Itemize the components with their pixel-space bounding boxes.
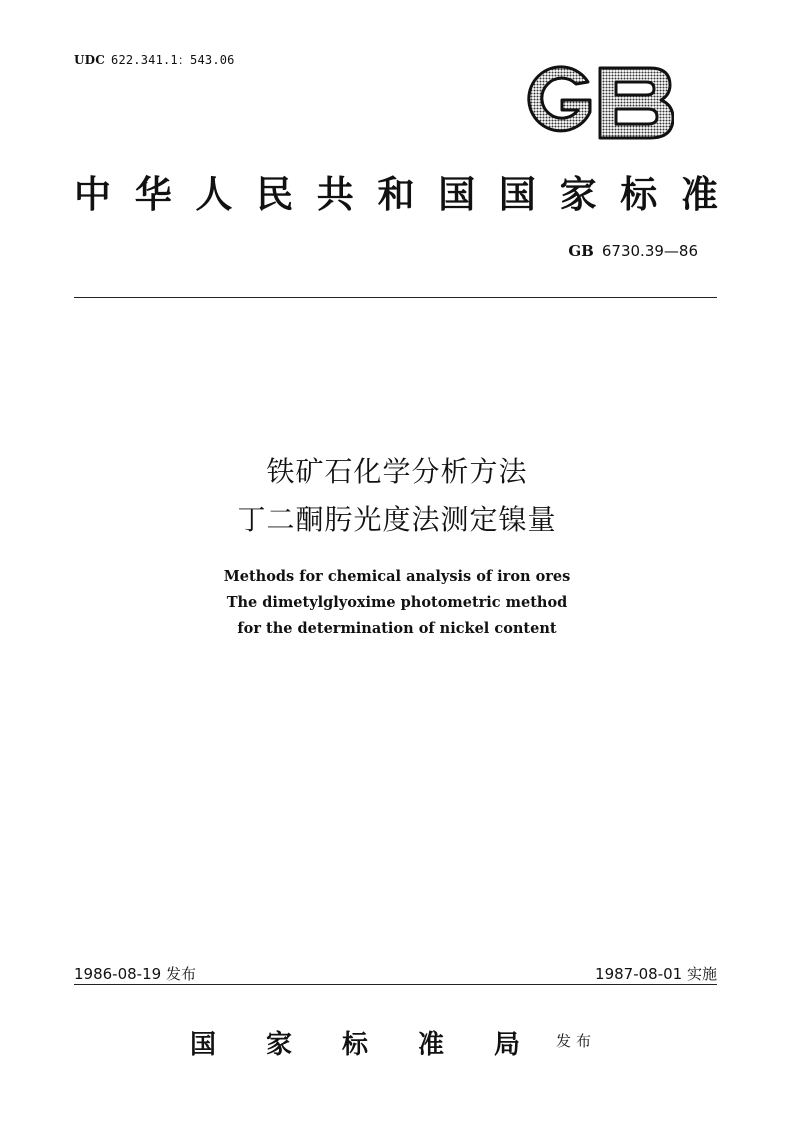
cn-title-line-1: 铁矿石化学分析方法 (266, 455, 528, 488)
udc-code: 622.341.1：543.06 (111, 53, 235, 67)
national-standard-heading: 中华人民共和国国家标准 (74, 172, 718, 216)
standard-number (568, 242, 698, 260)
issuing-authority: 国家标准局 (190, 1030, 520, 1060)
standard-number-prefix: GB (568, 242, 594, 260)
issue-date: 1986-08-19 发布 (74, 965, 196, 983)
implementation-date: 1987-08-01 实施 (595, 965, 717, 983)
top-divider (74, 297, 717, 298)
en-title-line-3: for the determination of nickel content (237, 620, 557, 637)
en-title-line-2: The dimetylglyoxime photometric method (226, 594, 568, 611)
cn-title-line-2: 丁二酮肟光度法测定镍量 (237, 503, 557, 536)
gb-logo (518, 62, 674, 142)
udc-label: UDC (74, 53, 106, 67)
udc-classification (74, 51, 235, 68)
release-label: 发布 (556, 1032, 597, 1050)
bottom-divider (74, 984, 717, 985)
standard-number-value: 6730.39—86 (601, 242, 698, 260)
en-title-line-1: Methods for chemical analysis of iron ores (223, 568, 571, 585)
